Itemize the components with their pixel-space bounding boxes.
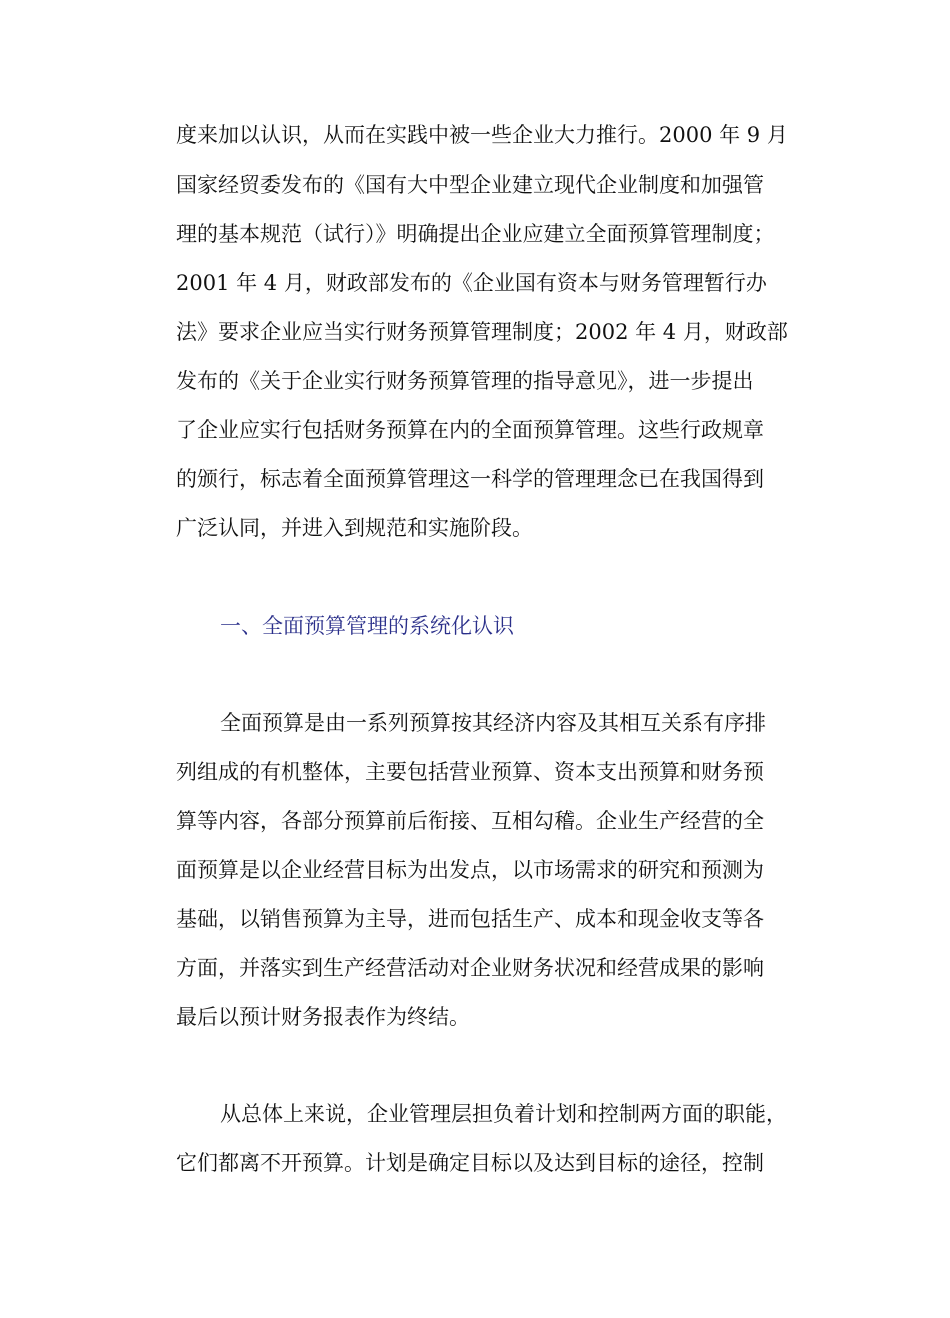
text-line: 基础，以销售预算为主导，进而包括生产、成本和现金收支等各 (176, 907, 764, 931)
text-line: 的颁行，标志着全面预算管理这一科学的管理理念已在我国得到 (176, 467, 764, 491)
text-line: 面预算是以企业经营目标为出发点，以市场需求的研究和预测为 (176, 858, 764, 882)
section-heading: 一、全面预算管理的系统化认识 (220, 614, 514, 638)
text-line: 方面，并落实到生产经营活动对企业财务状况和经营成果的影响 (176, 956, 764, 980)
text-line: 国家经贸委发布的《国有大中型企业建立现代企业制度和加强管 (176, 173, 764, 197)
text-line: 算等内容，各部分预算前后衔接、互相勾稽。企业生产经营的全 (176, 809, 764, 833)
text-line: 了企业应实行包括财务预算在内的全面预算管理。这些行政规章 (176, 418, 764, 442)
text-line: 2001 年 4 月，财政部发布的《企业国有资本与财务管理暂行办 (176, 271, 767, 295)
text-line: 列组成的有机整体，主要包括营业预算、资本支出预算和财务预 (176, 760, 764, 784)
text-line: 全面预算是由一系列预算按其经济内容及其相互关系有序排 (220, 711, 766, 735)
text-line: 法》要求企业应当实行财务预算管理制度；2002 年 4 月，财政部 (176, 320, 788, 344)
text-line: 发布的《关于企业实行财务预算管理的指导意见》，进一步提出 (176, 369, 754, 393)
text-line: 广泛认同，并进入到规范和实施阶段。 (176, 516, 533, 540)
text-line: 从总体上来说，企业管理层担负着计划和控制两方面的职能， (220, 1102, 787, 1126)
text-line: 理的基本规范（试行）》明确提出企业应建立全面预算管理制度； (176, 222, 775, 246)
text-line: 最后以预计财务报表作为终结。 (176, 1005, 470, 1029)
text-line: 度来加以认识，从而在实践中被一些企业大力推行。2000 年 9 月 (176, 123, 788, 147)
text-line: 它们都离不开预算。计划是确定目标以及达到目标的途径，控制 (176, 1151, 764, 1175)
